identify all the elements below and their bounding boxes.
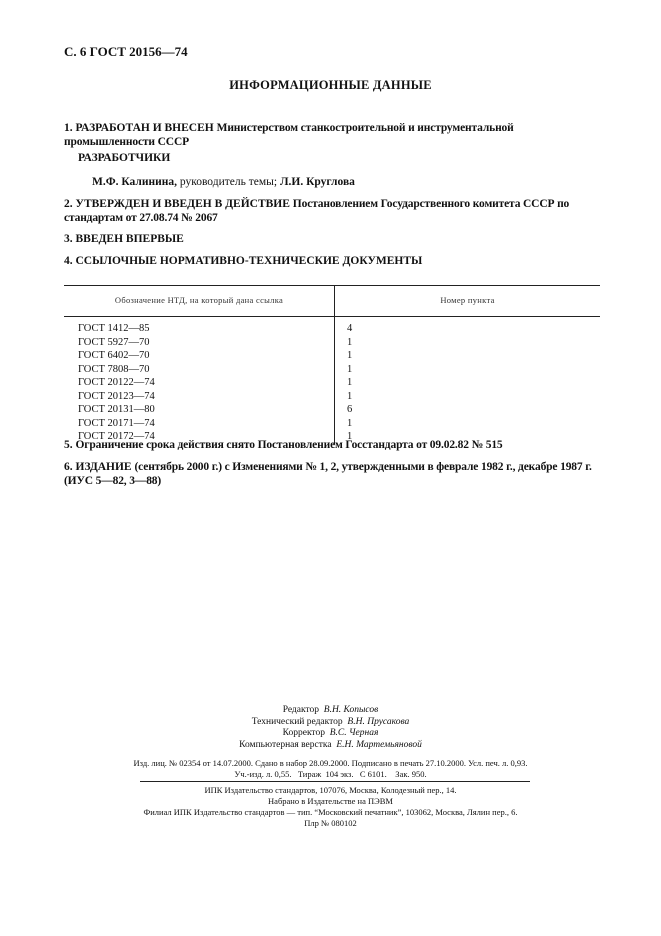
document-cell: ГОСТ 20172—74 [64, 430, 335, 444]
item-5-text: Ограничение срока действия снято Постановлением Госстандарта от 09.02.82 № 515 [75, 439, 503, 451]
column-header-clause: Номер пункта [335, 286, 601, 317]
item-2-number: 2. [64, 198, 73, 210]
item-1 [64, 121, 601, 149]
credit-label: Компьютерная верстка [239, 739, 332, 750]
item-2 [64, 197, 601, 225]
table-row [64, 349, 600, 363]
item-3-heading: ВВЕДЕН ВПЕРВЫЕ [75, 233, 184, 245]
column-header-document: Обозначение НТД, на который дана ссылка [64, 286, 335, 317]
publisher-line-4: Плр № 080102 [304, 818, 357, 828]
credit-person: В.Н. Копысов [323, 705, 379, 715]
item-6 [64, 460, 601, 488]
imprint-block [0, 758, 661, 780]
document-cell: ГОСТ 20131—80 [64, 403, 335, 417]
table-row [64, 390, 600, 404]
document-cell: ГОСТ 6402—70 [64, 349, 335, 363]
clause-cell: 1 [347, 390, 353, 402]
clause-cell: 1 [347, 417, 353, 429]
credit-label: Редактор [282, 705, 320, 715]
item-2-heading: УТВЕРЖДЕН И ВВЕДЕН В ДЕЙСТВИЕ [75, 198, 290, 210]
document-cell: ГОСТ 5927—70 [64, 336, 335, 350]
credit-label: Технический редактор [251, 716, 343, 727]
item-6-heading: ИЗДАНИЕ [75, 461, 132, 473]
publisher-block [0, 785, 661, 829]
developers-heading: РАЗРАБОТЧИКИ [78, 152, 171, 164]
clause-cell: 1 [347, 350, 353, 361]
document-cell: ГОСТ 20171—74 [64, 417, 335, 431]
item-3 [64, 232, 601, 246]
item-1-text: Министерством станкостроительной и инструментальной промышленности СССР [64, 122, 514, 148]
page-title: ИНФОРМАЦИОННЫЕ ДАННЫЕ [229, 78, 432, 92]
item-6-text: (сентябрь 2000 г.) с Изменениями № 1, 2, утвержденными в феврале 1982 г., декабре 1987 г. (ИУС 5—82, 3—88) [64, 461, 592, 487]
table-row [64, 376, 600, 390]
page-header: С. 6 ГОСТ 20156—74 [64, 44, 188, 59]
document-cell: ГОСТ 20122—74 [64, 376, 335, 390]
item-6-number: 6. [64, 461, 73, 473]
document-cell: ГОСТ 1412—85 [64, 317, 335, 336]
item-2-text: Постановлением Государственного комитета СССР по стандартам от 27.08.74 № 2067 [64, 198, 570, 224]
developer-name-2: Л.И. Круглова [279, 176, 355, 188]
clause-cell: 6 [347, 404, 353, 415]
credit-person: Е.Н. Мартемьяновой [336, 739, 422, 750]
credits-block [0, 705, 661, 751]
credit-layout [0, 740, 661, 752]
publisher-line-1: ИПК Издательство стандартов, 107076, Москва, Колодезный пер., 14. [204, 785, 457, 795]
item-1-heading: РАЗРАБОТАН И ВНЕСЕН [75, 122, 214, 134]
item-4 [64, 254, 601, 268]
item-5-number: 5. [64, 439, 73, 451]
reference-documents-table [64, 285, 600, 444]
publisher-line-2: Набрано в Издательстве на ПЭВМ [268, 796, 393, 806]
clause-cell: 1 [347, 377, 353, 388]
clause-cell: 4 [347, 323, 353, 334]
imprint-line-1: Изд. лиц. № 02354 от 14.07.2000. Сдано в набор 28.09.2000. Подписано в печать 27.10.2000. Усл. печ. л. 0,93. [133, 758, 528, 768]
credit-editor [0, 705, 661, 717]
credit-tech-editor [0, 717, 661, 729]
item-3-number: 3. [64, 233, 73, 245]
table-row [64, 336, 600, 350]
clause-cell: 1 [347, 336, 353, 348]
imprint-line-2: Уч.-изд. л. 0,55. Тираж 104 экз. С 6101. Зак. 950. [234, 769, 427, 779]
imprint-divider [140, 781, 530, 782]
item-5 [64, 438, 601, 452]
clause-cell: 1 [347, 431, 353, 442]
credit-person: В.С. Черная [329, 728, 379, 738]
table-row [64, 403, 600, 417]
document-cell: ГОСТ 20123—74 [64, 390, 335, 404]
item-4-heading: ССЫЛОЧНЫЕ НОРМАТИВНО-ТЕХНИЧЕСКИЕ ДОКУМЕНТЫ [75, 255, 423, 267]
table-header-row [64, 286, 600, 317]
item-4-number: 4. [64, 255, 73, 267]
item-1-number: 1. [64, 122, 73, 134]
table-row [64, 363, 600, 377]
table-row [64, 317, 600, 336]
document-cell: ГОСТ 7808—70 [64, 363, 335, 377]
credit-proofreader [0, 728, 661, 740]
credit-person: В.Н. Прусакова [347, 716, 410, 727]
credit-label: Корректор [282, 728, 325, 738]
clause-cell: 1 [347, 363, 353, 375]
developers-list [92, 176, 355, 188]
developer-role-1: руководитель темы; [179, 176, 278, 188]
publisher-line-3: Филиал ИПК Издательство стандартов — тип. “Московский печатник”, 103062, Москва, Лялин пер., 6. [143, 807, 518, 817]
table-row [64, 417, 600, 431]
developer-name-1: М.Ф. Калинина, [92, 176, 177, 188]
